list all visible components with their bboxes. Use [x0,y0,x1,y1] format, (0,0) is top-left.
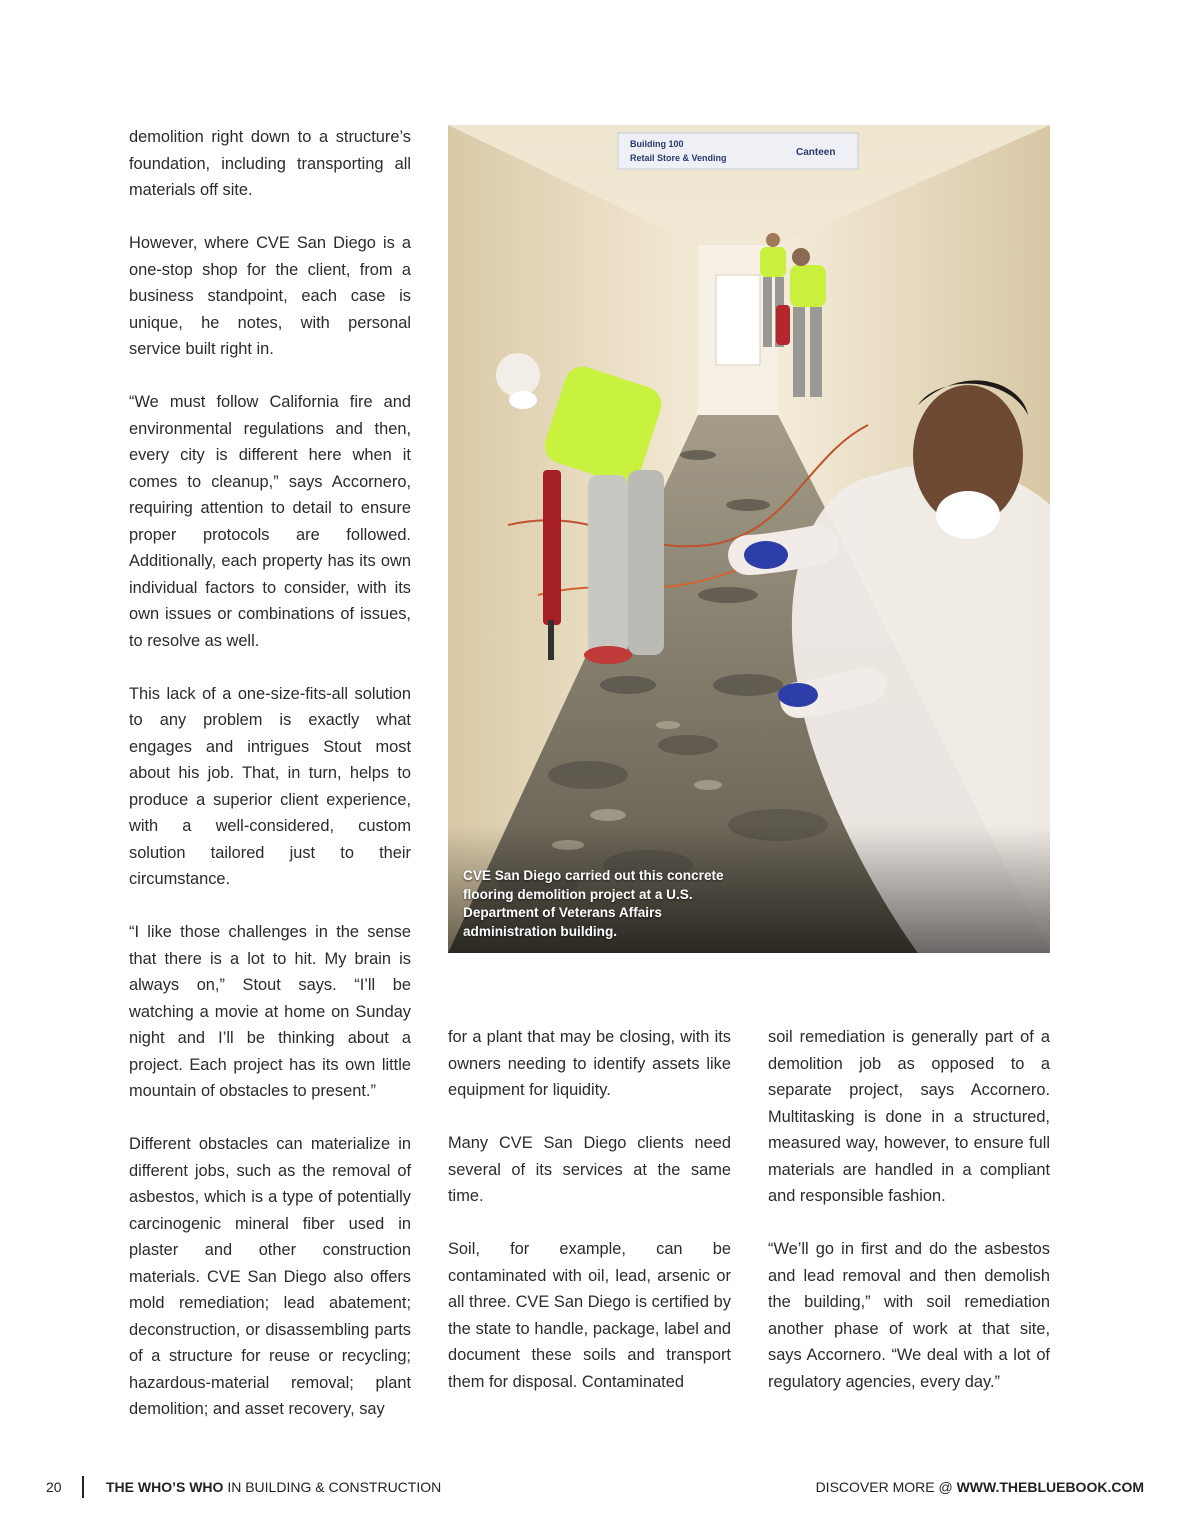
publication-title-rest: IN BUILDING & CONSTRUCTION [223,1479,442,1495]
paragraph: Many CVE San Diego clients need several of its services at the same time. [448,1134,731,1205]
paragraph: However, where CVE San Diego is a one-stop shop for the client, from a business standpoint, each case is unique, he notes, with personal service built right in. [129,234,411,358]
article-column-middle [448,1024,731,1422]
sign-text-right: Canteen [796,147,836,158]
photo-caption: CVE San Diego carried out this concrete flooring demolition project at a U.S. Department of Veterans Affairs administration building. [463,868,724,939]
publication-title-bold: THE WHO’S WHO [106,1479,224,1495]
page-footer [0,1476,1200,1500]
paragraph: This lack of a one-size-fits-all solution to any problem is exactly what engages and intrigues Stout most about his job. That, in turn, helps to produce a superior client experience, with a well-considered, custom solution tailored just to their circumstance. [129,684,411,888]
sign-text-left-1: Building 100 [630,139,684,149]
discover-more [816,1479,1144,1495]
paragraph: Soil, for example, can be contaminated with oil, lead, arsenic or all three. CVE San Diego is certified by the state to handle, package, label and document these soils and transport them for disposal. Contaminated [448,1240,731,1391]
demolition-photo [448,125,1050,953]
paragraph: “We must follow California fire and environmental regulations and then, every city is different here when it comes to cleanup,” says Accornero, requiring attention to detail to ensure proper protocols are followed. Additionally, each property has its own individual factors to consider, with its own issues or combinations of issues, to resolve as well. [129,393,411,650]
paragraph: for a plant that may be closing, with its owners needing to identify assets like equipment for liquidity. [448,1028,731,1099]
page-number: 20 [46,1479,62,1495]
paragraph: “I like those challenges in the sense that there is a lot to hit. My brain is always on,” Stout says. “I’ll be watching a movie at home on Sunday night and I’ll be thinking about a project. Each project has its own little mountain of obstacles to present.” [129,923,411,1100]
publication-title [106,1479,441,1495]
website-link[interactable]: WWW.THEBLUEBOOK.COM [956,1479,1144,1495]
article-column-left [129,124,411,1449]
article-column-right [768,1024,1050,1422]
paragraph: soil remediation is generally part of a demolition job as opposed to a separate project, says Accornero. Multitasking is done in a structured, measured way, however, to ensure full materials are handled in a compliant and responsible fashion. [768,1028,1050,1205]
paragraph: “We’ll go in first and do the asbestos and lead removal and then demolish the building,” with soil remediation another phase of work at that site, says Accornero. “We deal with a lot of regulatory agencies, every day.” [768,1240,1050,1391]
paragraph: demolition right down to a structure’s foundation, including transporting all materials off site. [129,128,411,199]
sign-text-left-2: Retail Store & Vending [630,153,727,163]
footer-divider [82,1476,84,1498]
discover-label: DISCOVER MORE @ [815,1479,957,1495]
photo-illustration [448,125,1050,953]
paragraph: Different obstacles can materialize in different jobs, such as the removal of asbestos, which is a type of potentially carcinogenic mineral fiber used in plaster and other construction materials. CVE San Diego also offers mold remediation; lead abatement; deconstruction, or disassembling parts of a structure for reuse or recycling; hazardous-material removal; plant demolition; and asset recovery, say [129,1135,411,1418]
